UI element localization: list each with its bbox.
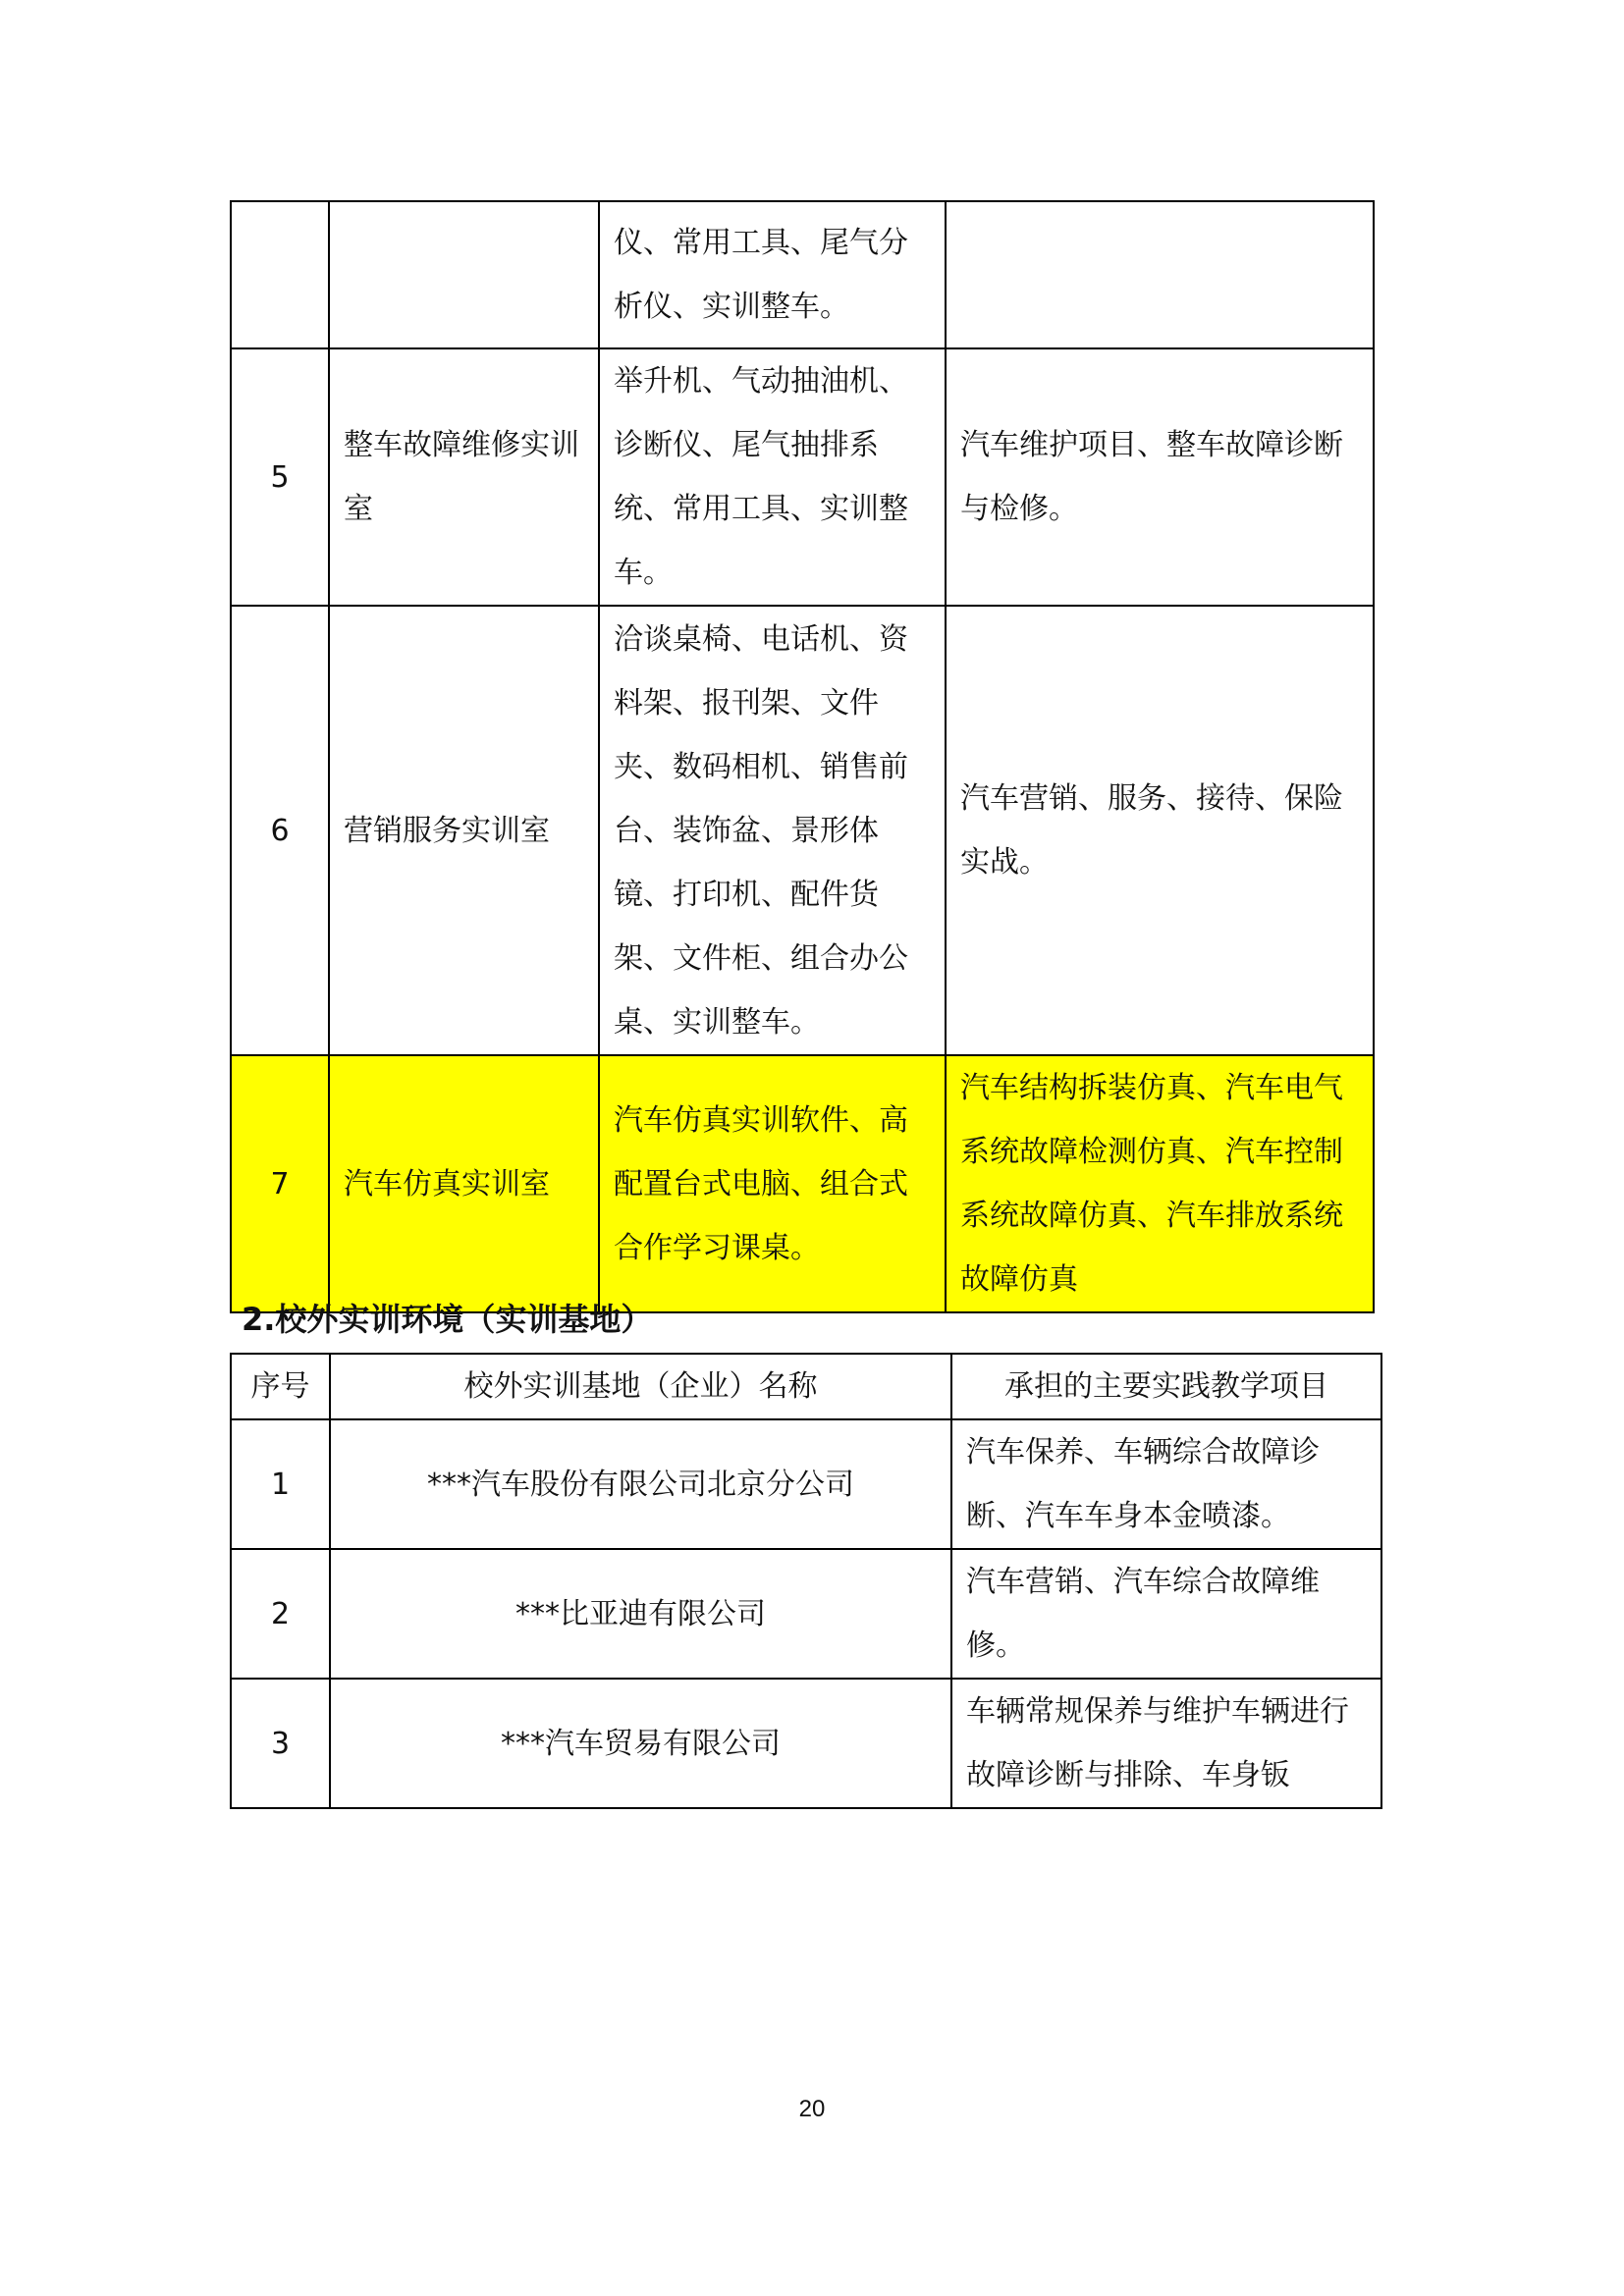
row-number: 7	[231, 1055, 329, 1312]
room-name: 汽车仿真实训室	[329, 1055, 599, 1312]
external-bases-table	[230, 1353, 1382, 1809]
header-projects: 承担的主要实践教学项目	[951, 1354, 1381, 1419]
projects-cell: 汽车保养、车辆综合故障诊断、汽车车身本金喷漆。	[951, 1419, 1381, 1549]
table-row	[231, 1679, 1381, 1808]
equipment-cell: 洽谈桌椅、电话机、资料架、报刊架、文件夹、数码相机、销售前台、装饰盆、景形体镜、打印机、配件货架、文件柜、组合办公桌、实训整车。	[599, 606, 946, 1055]
table-row	[231, 201, 1374, 348]
equipment-cell: 仪、常用工具、尾气分析仪、实训整车。	[599, 201, 946, 348]
projects-cell: 车辆常规保养与维护车辆进行故障诊断与排除、车身钣	[951, 1679, 1381, 1808]
header-no: 序号	[231, 1354, 330, 1419]
projects-cell: 汽车结构拆装仿真、汽车电气系统故障检测仿真、汽车控制系统故障仿真、汽车排放系统故障仿真	[946, 1055, 1374, 1312]
row-number: 6	[231, 606, 329, 1055]
page-number: 20	[798, 2096, 826, 2122]
training-rooms-table	[230, 200, 1375, 1313]
projects-cell: 汽车营销、汽车综合故障维修。	[951, 1549, 1381, 1679]
section-heading: 2.校外实训环境（实训基地）	[242, 1301, 653, 1338]
row-number: 3	[231, 1679, 330, 1808]
room-name: 整车故障维修实训室	[329, 348, 599, 606]
projects-cell: 汽车营销、服务、接待、保险实战。	[946, 606, 1374, 1055]
room-name	[329, 201, 599, 348]
room-name: 营销服务实训室	[329, 606, 599, 1055]
base-name: ***汽车贸易有限公司	[330, 1679, 951, 1808]
projects-cell: 汽车维护项目、整车故障诊断与检修。	[946, 348, 1374, 606]
row-number: 2	[231, 1549, 330, 1679]
equipment-cell: 汽车仿真实训软件、高配置台式电脑、组合式合作学习课桌。	[599, 1055, 946, 1312]
table-row	[231, 606, 1374, 1055]
base-name: ***汽车股份有限公司北京分公司	[330, 1419, 951, 1549]
equipment-cell: 举升机、气动抽油机、诊断仪、尾气抽排系统、常用工具、实训整车。	[599, 348, 946, 606]
table-row	[231, 1549, 1381, 1679]
row-number: 5	[231, 348, 329, 606]
highlighted-table-row	[231, 1055, 1374, 1312]
table-header-row	[231, 1354, 1381, 1419]
base-name: ***比亚迪有限公司	[330, 1549, 951, 1679]
table-row	[231, 1419, 1381, 1549]
table-row	[231, 348, 1374, 606]
row-number: 1	[231, 1419, 330, 1549]
header-name: 校外实训基地（企业）名称	[330, 1354, 951, 1419]
row-number	[231, 201, 329, 348]
projects-cell	[946, 201, 1374, 348]
